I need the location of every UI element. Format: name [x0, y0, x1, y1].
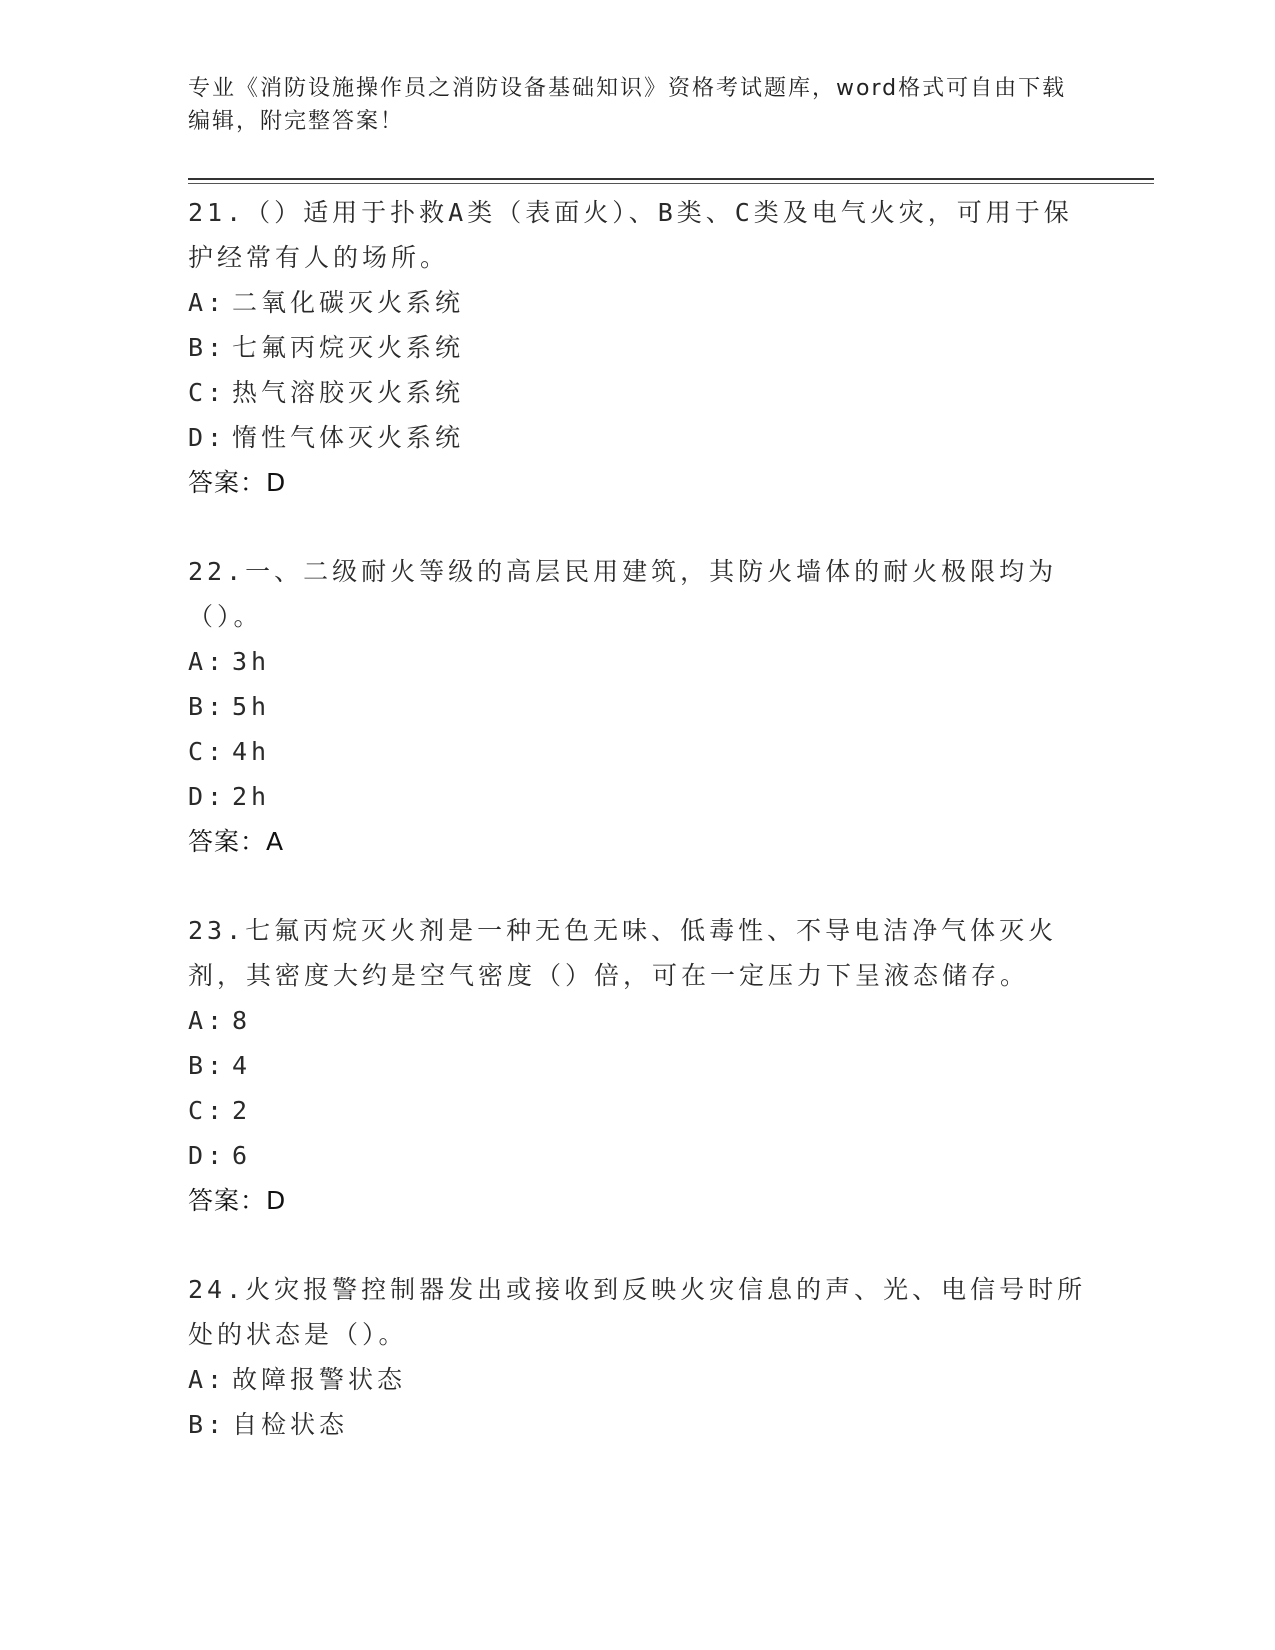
option-letter: A: [188, 1365, 227, 1394]
question-24 [188, 1267, 1088, 1447]
option-c [188, 370, 1088, 415]
option-c [188, 1088, 1088, 1133]
header-rule-thin [188, 183, 1154, 184]
option-letter: B: [188, 333, 227, 362]
option-a [188, 998, 1088, 1043]
option-text: 4 [232, 1051, 252, 1080]
option-d [188, 415, 1088, 460]
option-b [188, 684, 1088, 729]
option-letter: C: [188, 1096, 227, 1125]
option-letter: C: [188, 737, 227, 766]
option-d [188, 774, 1088, 819]
option-letter: D: [188, 1141, 227, 1170]
option-letter: D: [188, 423, 227, 452]
question-stem: 24.火灾报警控制器发出或接收到反映火灾信息的声、光、电信号时所处的状态是（）。 [188, 1275, 1087, 1349]
answer-line: 答案：A [188, 827, 285, 856]
option-text: 5h [232, 692, 271, 721]
option-a [188, 639, 1088, 684]
option-text: 2 [232, 1096, 252, 1125]
question-stem: 21.（）适用于扑救A类（表面火）、B类、C类及电气火灾，可用于保护经常有人的场所。 [188, 198, 1073, 272]
option-text: 故障报警状态 [232, 1365, 407, 1394]
option-text: 6 [232, 1141, 252, 1170]
header-rule-thick [188, 178, 1154, 180]
question-stem: 23.七氟丙烷灭火剂是一种无色无味、低毒性、不导电洁净气体灭火剂，其密度大约是空气密度（）倍，可在一定压力下呈液态储存。 [188, 916, 1058, 990]
option-text: 七氟丙烷灭火系统 [232, 333, 465, 362]
option-letter: A: [188, 647, 227, 676]
option-text: 自检状态 [232, 1410, 349, 1439]
option-letter: B: [188, 1410, 227, 1439]
option-d [188, 1133, 1088, 1178]
option-letter: A: [188, 288, 227, 317]
option-text: 惰性气体灭火系统 [232, 423, 465, 452]
option-letter: A: [188, 1006, 227, 1035]
answer-line: 答案：D [188, 468, 287, 497]
option-letter: D: [188, 782, 227, 811]
option-text: 4h [232, 737, 271, 766]
option-text: 热气溶胶灭火系统 [232, 378, 465, 407]
option-c [188, 729, 1088, 774]
question-list [188, 190, 1088, 1447]
option-b [188, 1043, 1088, 1088]
question-22 [188, 549, 1088, 864]
option-text: 二氧化碳灭火系统 [232, 288, 465, 317]
option-text: 3h [232, 647, 271, 676]
question-23 [188, 908, 1088, 1223]
option-letter: B: [188, 1051, 227, 1080]
option-a [188, 280, 1088, 325]
option-a [188, 1357, 1088, 1402]
option-letter: B: [188, 692, 227, 721]
question-21 [188, 190, 1088, 505]
option-b [188, 1402, 1088, 1447]
document-header: 专业《消防设施操作员之消防设备基础知识》资格考试题库，word格式可自由下载编辑，附完整答案！ [188, 76, 1067, 134]
option-b [188, 325, 1088, 370]
answer-line: 答案：D [188, 1186, 287, 1215]
option-letter: C: [188, 378, 227, 407]
question-stem: 22.一、二级耐火等级的高层民用建筑，其防火墙体的耐火极限均为（）。 [188, 557, 1058, 631]
option-text: 2h [232, 782, 271, 811]
option-text: 8 [232, 1006, 252, 1035]
